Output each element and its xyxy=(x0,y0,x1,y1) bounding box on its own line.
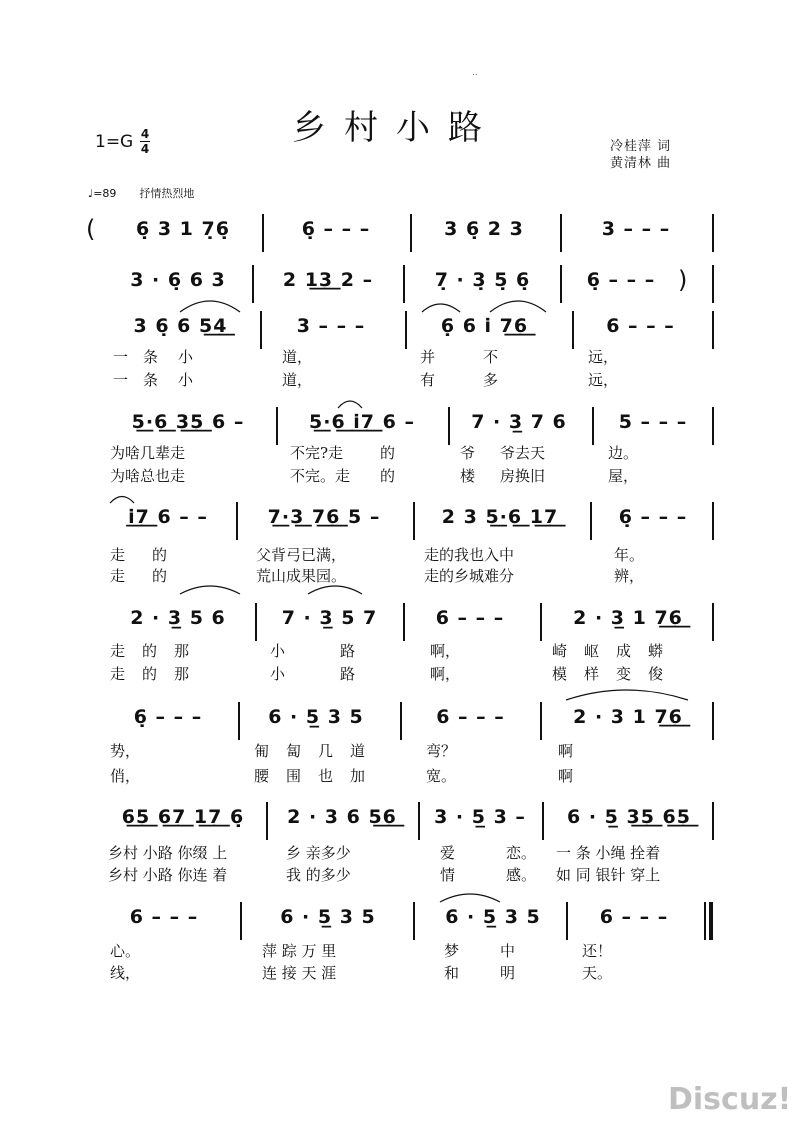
lyric: 感。 xyxy=(506,866,537,884)
measure: 6̣ – – – xyxy=(618,506,688,528)
measure: 6̣ – – – xyxy=(301,218,371,240)
lyric: 小 xyxy=(270,642,286,660)
measure: 5͟·6͟ i̇͟7͟ 6 – xyxy=(309,411,415,433)
lyric: 并 xyxy=(420,348,436,366)
lyric: 爷去天 xyxy=(500,444,546,462)
lyric: 势， xyxy=(110,742,141,760)
watermark: Discuz! xyxy=(668,1082,792,1117)
measure: 6̣ 6 i̇ 7͟6͟ xyxy=(440,315,529,337)
measure: 6 – – – xyxy=(599,906,669,928)
lyric: 啊 xyxy=(558,767,574,785)
lyric: 模样变俊 xyxy=(552,665,681,683)
measure: 2 3 5͟·6͟ 1͟7͟ xyxy=(441,506,559,528)
measure: i̇͟7͟ 6 – – xyxy=(128,506,208,528)
measure: 3 – – – xyxy=(296,315,366,337)
measure: 2 · 3 1 7͟6͟ xyxy=(573,706,683,728)
measure: 7 · 3̲ 7 6 xyxy=(471,411,567,433)
lyric: 我 的多少 xyxy=(286,866,351,884)
lyric: 一 xyxy=(113,348,129,366)
lyric: 的 xyxy=(380,467,396,485)
lyric: 道， xyxy=(282,348,313,366)
lyric: 走的我也入中 xyxy=(424,546,515,564)
measure: 3 6̣ 6 5͟4͟ xyxy=(133,315,228,337)
lyric: 连 接 天 涯 xyxy=(262,964,337,982)
lyric: 房换旧 xyxy=(500,467,546,485)
lyric: 乡村 小路 你缀 上 xyxy=(108,844,228,862)
lyric: 的 xyxy=(152,567,168,585)
lyricist: 冷桂萍 词 xyxy=(610,139,672,154)
lyric: 爱 xyxy=(440,844,456,862)
lyric: 多 xyxy=(483,371,499,389)
song-title: 乡村小路 xyxy=(292,108,500,148)
lyric: 的 xyxy=(380,444,396,462)
slur xyxy=(180,301,240,312)
lyric: 俏， xyxy=(110,767,141,785)
lyric: 走的那 xyxy=(110,665,207,683)
lyric: 不 xyxy=(483,348,499,366)
slur xyxy=(422,304,460,312)
measure: 3 · 6̣ 6 3 xyxy=(130,269,226,291)
lyric: 路 xyxy=(340,665,356,683)
lyric: 和 xyxy=(444,964,460,982)
measure: 6͟5͟ 6͟7͟ 1͟7͟ 6̣ xyxy=(121,806,245,828)
lyric: 乡 亲多少 xyxy=(286,844,351,862)
measure: 7 · 3̲ 5 7 xyxy=(281,607,378,629)
measure: 6 – – – xyxy=(435,607,505,629)
lyric: 爷 xyxy=(460,444,476,462)
slur xyxy=(338,401,362,408)
measure: 6 – – – xyxy=(129,906,199,928)
lyric: 路 xyxy=(340,642,356,660)
measure: 6 · 5̲ 3 5 xyxy=(280,906,376,928)
lyric: 情 xyxy=(440,866,456,884)
lyric: 一 xyxy=(113,371,129,389)
measure: 7͟·3͟ 7͟6͟ 5 – xyxy=(267,506,381,528)
measure: 5 – – – xyxy=(618,411,688,433)
lyric: 荒山成果园。 xyxy=(256,567,347,585)
lyric: 心。 xyxy=(110,942,141,960)
measure: 6 – – – xyxy=(606,315,675,337)
lyric: 走的乡城难分 xyxy=(424,567,515,585)
measure: 3 · 5̲ 3 – xyxy=(434,806,526,828)
lyric: 乡村 小路 你连 着 xyxy=(108,866,228,884)
lyric: 萍 踪 万 里 xyxy=(262,942,337,960)
measure: 6 · 5̲ 3 5 xyxy=(445,906,541,928)
measure: 6 · 5̲ 3͟5͟ 6͟5͟ xyxy=(567,806,691,828)
measure: 6̣ 3 1 7̣6̣ xyxy=(136,218,230,240)
slur xyxy=(566,690,688,700)
lyric: 边。 xyxy=(608,444,639,462)
slur xyxy=(490,301,546,312)
measure: 6̣ – – – xyxy=(133,706,203,728)
lyric: 远， xyxy=(588,348,619,366)
lyric: 啊， xyxy=(430,665,461,683)
lyric: 条 xyxy=(143,348,159,366)
lyric: 的 xyxy=(152,546,168,564)
measure: 2 1͟3͟ 2 – xyxy=(282,269,374,291)
measure: 3 6̣ 2 3 xyxy=(444,218,524,240)
lyric: 道， xyxy=(282,371,313,389)
lyric: 如 同 银针 穿上 xyxy=(556,866,661,884)
lyric: 啊， xyxy=(430,642,461,660)
measure: 6̣ – – – xyxy=(586,269,656,291)
time-sig-top: 4 xyxy=(140,127,150,141)
lyric: 走的那 xyxy=(110,642,207,660)
measure: 2 · 3̲ 5 6 xyxy=(130,607,226,629)
slur xyxy=(180,586,240,594)
measure: 5͟·6͟ 3͟5͟ 6 – xyxy=(131,411,245,433)
lyric: 走 xyxy=(110,546,126,564)
lyric: 为啥总也走 xyxy=(110,467,186,485)
lyric: 腰围也加 xyxy=(254,767,383,785)
lyric: 天。 xyxy=(582,964,613,982)
lyric: 为啥几辈走 xyxy=(110,444,186,462)
lyric: 梦 xyxy=(444,942,460,960)
lyric: 辨， xyxy=(614,567,645,585)
lyric: 崎岖成蟒 xyxy=(552,642,681,660)
lyric: 不完?走 xyxy=(290,444,344,462)
slur xyxy=(110,497,134,504)
measure: 2 · 3̲ 1 7͟6͟ xyxy=(573,607,683,629)
lyric: 小 xyxy=(178,371,194,389)
key-signature: 1=G xyxy=(95,132,134,152)
expression-text: 抒情热烈地 xyxy=(139,187,195,200)
lyric: 父背弓已满， xyxy=(256,546,347,564)
lyric: 条 xyxy=(143,371,159,389)
lyric: 小 xyxy=(178,348,194,366)
lyric: 线， xyxy=(110,964,141,982)
lyric: 一 条 小绳 拴着 xyxy=(556,844,661,862)
measure: 2 · 3 6 5͟6͟ xyxy=(287,806,397,828)
measure: 6 – – – xyxy=(436,706,505,728)
lyric: 年。 xyxy=(614,546,645,564)
measure: 3 – – – xyxy=(601,218,671,240)
lyric: 匍匐几道 xyxy=(254,742,383,760)
slur xyxy=(440,894,500,902)
lyric: 明 xyxy=(500,964,516,982)
time-sig-bottom: 4 xyxy=(140,142,150,156)
lyric: 有 xyxy=(420,371,436,389)
lyric: 不完。走 xyxy=(290,467,351,485)
lyric: 恋。 xyxy=(506,844,537,862)
lyric: 中 xyxy=(500,942,516,960)
composer: 黄清林 曲 xyxy=(610,156,672,171)
top-mark: .. xyxy=(472,68,478,78)
tempo-value: ♩=89 xyxy=(88,187,117,200)
lyric: 弯？ xyxy=(426,742,457,760)
lyric: 远， xyxy=(588,371,619,389)
measure: 6 · 5̲ 3 5 xyxy=(268,706,364,728)
lyric: 屋， xyxy=(608,467,639,485)
lyric: 小 xyxy=(270,665,286,683)
lyric: 啊 xyxy=(558,742,574,760)
lyric: 走 xyxy=(110,567,126,585)
repeat-paren-open: ( xyxy=(86,215,96,243)
lyric: 还！ xyxy=(582,942,613,960)
lyric: 宽。 xyxy=(426,767,457,785)
slur xyxy=(308,586,362,594)
repeat-paren-close: ) xyxy=(678,266,688,294)
measure: 7̣ · 3̣ 5̣ 6̣ xyxy=(434,269,531,291)
lyric: 楼 xyxy=(460,467,476,485)
